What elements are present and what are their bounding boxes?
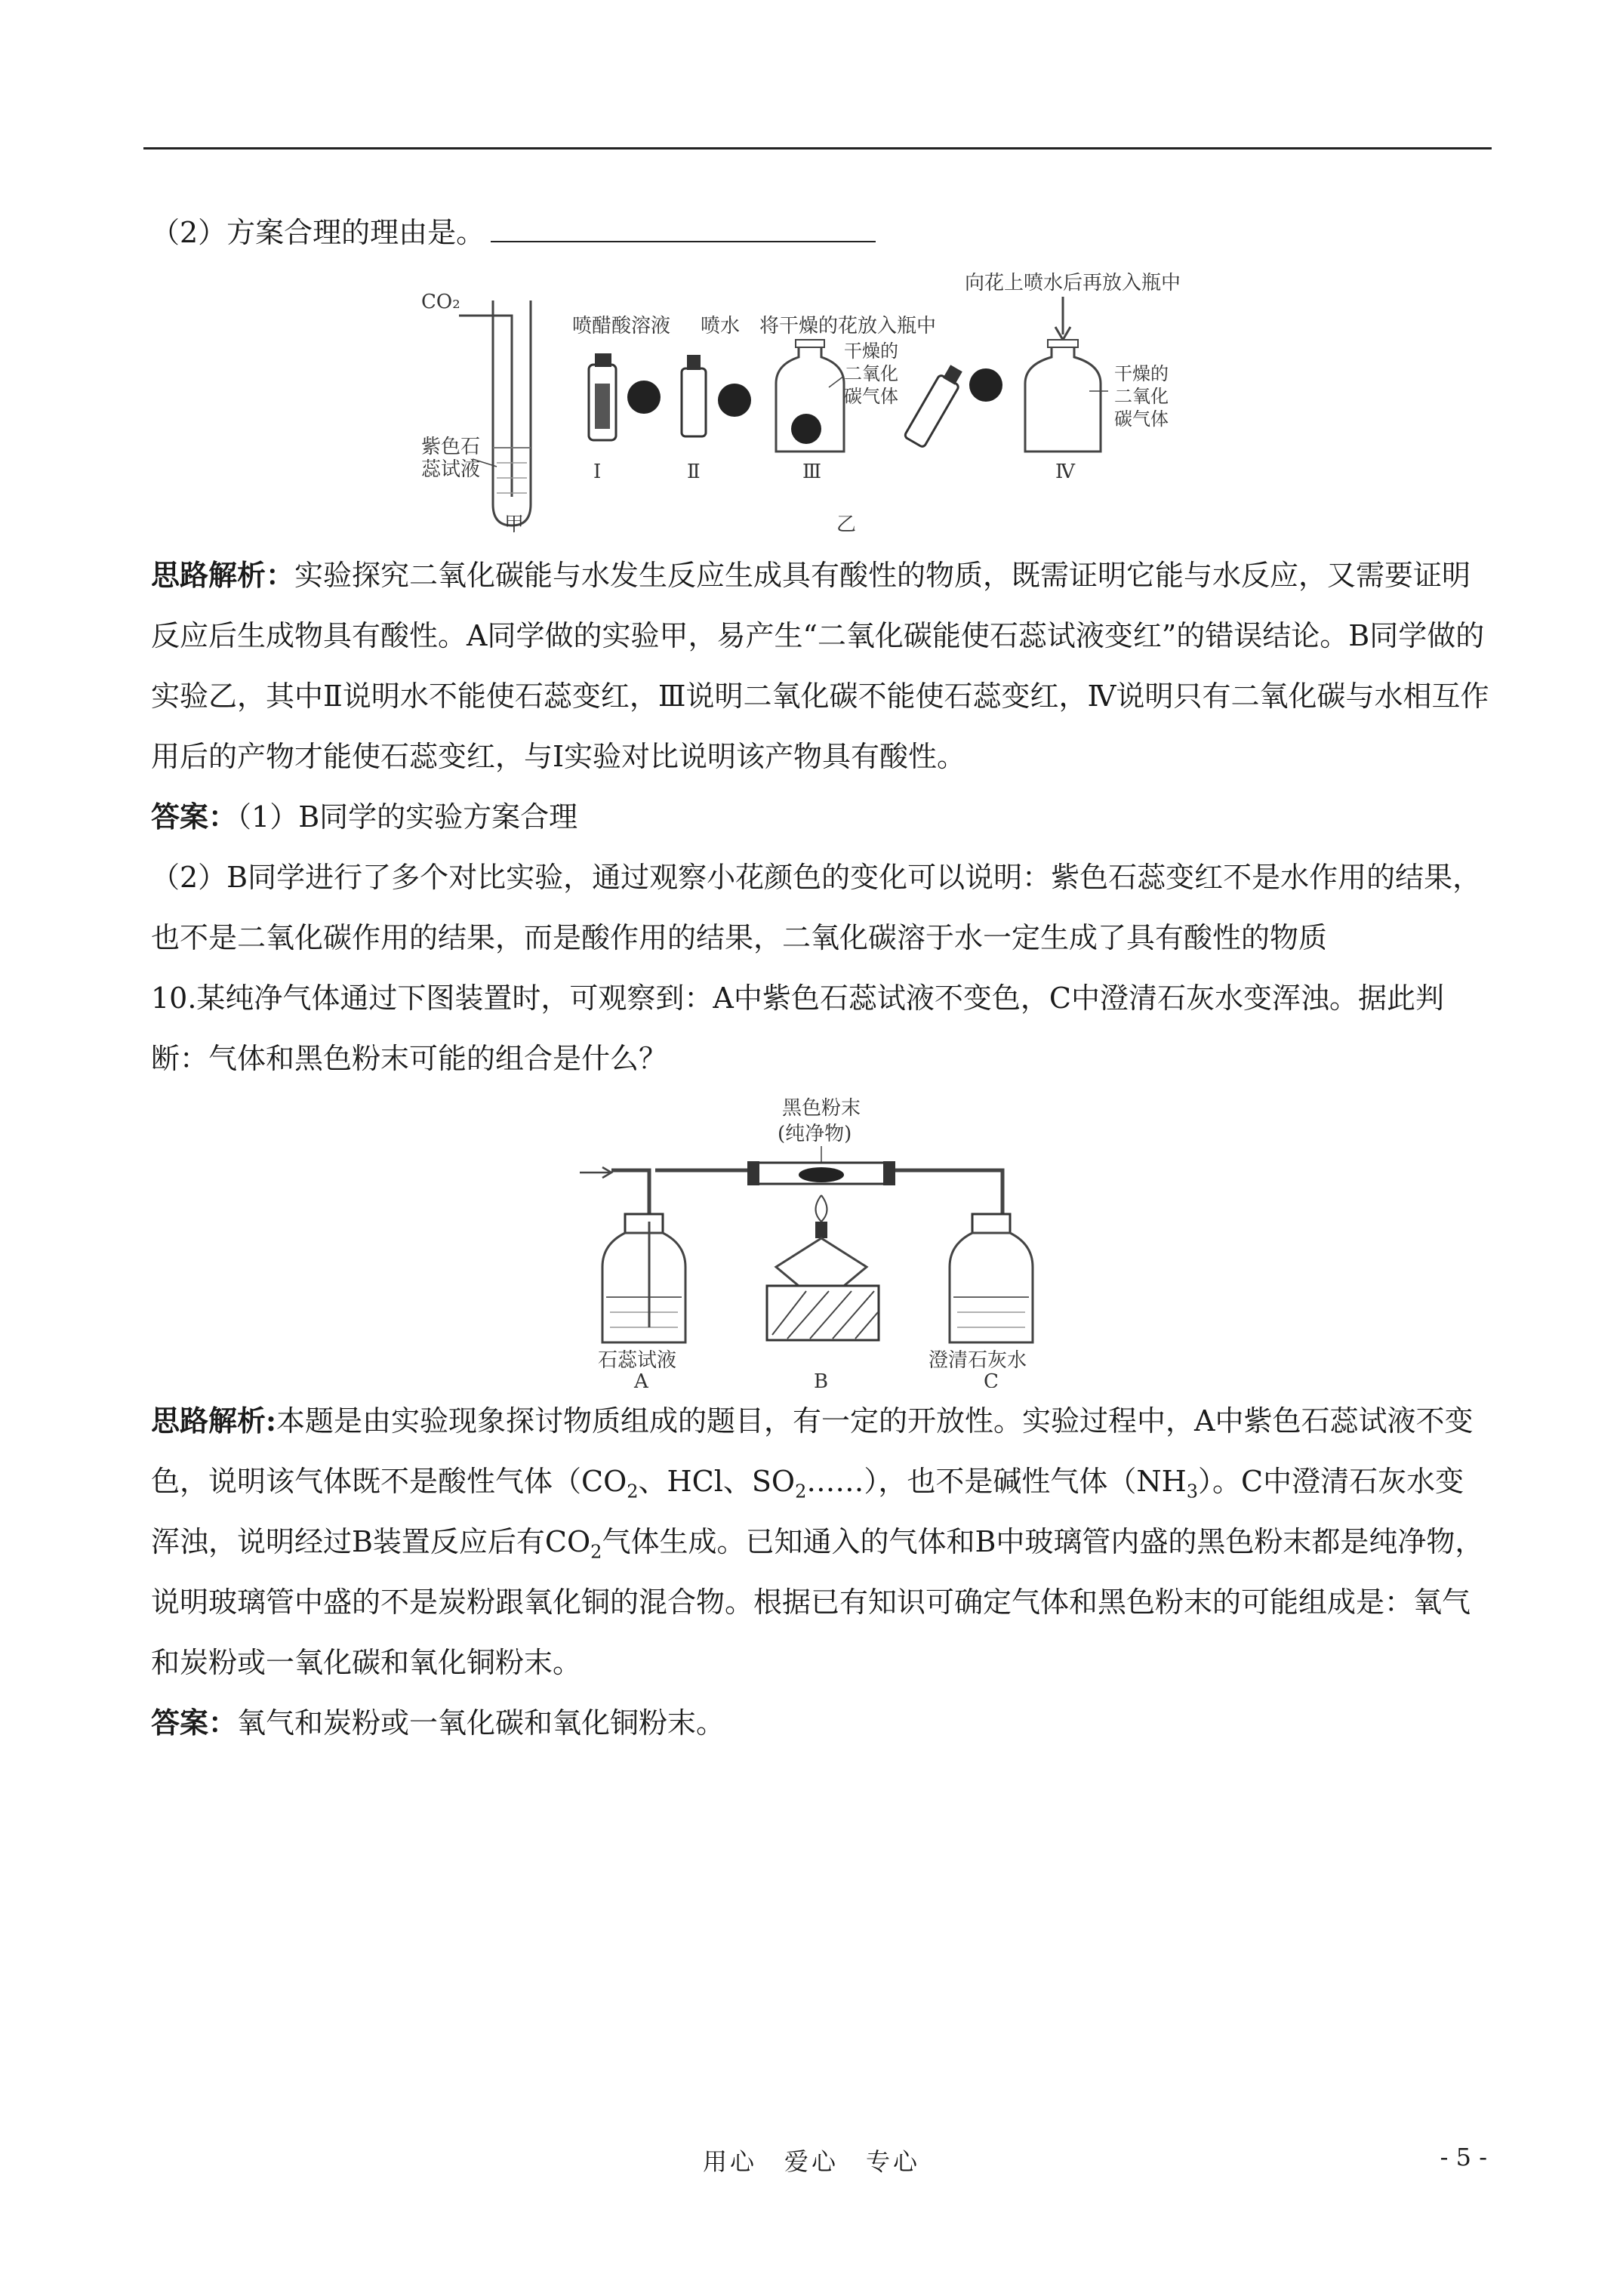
analysis-2-text-3: ……），也不是碱性气体（NH (806, 1465, 1187, 1498)
spray-then-label: 向花上喷水后再放入瓶中 (965, 272, 1181, 294)
black-powder (799, 1167, 844, 1182)
analysis-2-text-1: 本题是由实验现象探讨物质组成的题目，有一定的开放性。实验过程中，A中紫色石蕊试液不变色，说明该气体既不是酸性气体（CO (151, 1404, 1474, 1498)
label-a: A (634, 1370, 648, 1388)
jar-iv (1025, 346, 1101, 451)
powder-label-2: (纯净物) (778, 1123, 852, 1145)
dry-co2-a2: 二氧化 (844, 363, 898, 384)
label-c: C (984, 1370, 999, 1388)
label-n4: Ⅳ (1055, 461, 1075, 483)
page-content (151, 202, 1492, 1753)
bottle-a (602, 1233, 685, 1342)
bottle-c (950, 1233, 1033, 1342)
answer-1-text-1: （1）B同学的实验方案合理 (237, 800, 578, 834)
analysis-1-text: 实验探究二氧化碳能与水发生反应生成具有酸性的物质，既需证明它能与水反应，又需要证明反应后生成物具有酸性。A同学做的实验甲，易产生“二氧化碳能使石蕊试液变红”的错误结论。B同学做的实验乙，其中Ⅱ说明水不能使石蕊变红，Ⅲ说明二氧化碳不能使石蕊变红，Ⅳ说明只有二氧化碳与水相互作用后的产物才能使石蕊变红，与Ⅰ实验对比说明该产物具有酸性。 (151, 559, 1489, 773)
header-rule (143, 147, 1492, 149)
dry-co2-a1: 干燥的 (844, 341, 898, 362)
analysis-1 (151, 545, 1492, 787)
analysis-2-head: 思路解析: (151, 1404, 277, 1438)
footer-motto: 用心 爱心 专心 (702, 2147, 920, 2176)
dry-co2-b2: 二氧化 (1114, 386, 1169, 407)
subscript-2: 2 (795, 1481, 807, 1502)
water-spray-bottle (682, 368, 706, 436)
figure-experiment-1 (421, 270, 1221, 542)
powder-label-1: 黑色粉末 (782, 1097, 861, 1120)
answer-2-text: 氧气和炭粉或一氧化碳和氧化铜粉末。 (237, 1706, 725, 1740)
label-n3: Ⅲ (802, 461, 822, 483)
page-number: - 5 - (1440, 2143, 1487, 2171)
flower-2 (718, 384, 751, 417)
flower-4 (969, 368, 1002, 402)
subscript-1: 2 (627, 1481, 639, 1502)
analysis-2-text-2: 、HCl、SO (638, 1465, 796, 1498)
label-b: B (814, 1370, 829, 1388)
figure-apparatus-2 (580, 1093, 1063, 1388)
answer-2 (151, 1693, 1492, 1753)
dry-co2-b1: 干燥的 (1114, 363, 1169, 384)
tilted-spray-bottle (904, 362, 966, 448)
analysis-2-text-4: ）。C中澄清石灰水变浑浊，说明经过B装置反应后有CO (151, 1465, 1464, 1558)
dry-co2-a3: 碳气体 (844, 386, 898, 407)
flame (816, 1195, 827, 1222)
analysis-2 (151, 1391, 1492, 1693)
label-jia: 甲 (504, 513, 525, 536)
label-n2: Ⅱ (687, 461, 701, 483)
subscript-4: 2 (590, 1541, 602, 1563)
analysis-2-text-5: 气体生成。已知通入的气体和B中玻璃管内盛的黑色粉末都是纯净物，说明玻璃管中盛的不是炭粉跟氧化铜的混合物。根据已有知识可确定气体和黑色粉末的可能组成是：氧气和炭粉或一氧化碳和氧化铜粉末。 (151, 1525, 1484, 1679)
label-n1: Ⅰ (593, 461, 602, 483)
answer-blank (491, 209, 876, 242)
flower-3 (791, 414, 821, 444)
co2-label: CO₂ (421, 291, 460, 313)
figure-experiment-1-drawing (421, 270, 1221, 542)
dry-co2-b3: 碳气体 (1114, 408, 1169, 430)
answer-2-head: 答案： (151, 1706, 238, 1740)
spray-acid-label: 喷醋酸溶液 (572, 315, 671, 337)
answer-1-text-2: （2）B同学进行了多个对比实验，通过观察小花颜色的变化可以说明：紫色石蕊变红不是水作用的结果，也不是二氧化碳作用的结果，而是酸作用的结果，二氧化碳溶于水一定生成了具有酸性的物质 (151, 861, 1482, 954)
analysis-1-head: 思路解析： (151, 558, 295, 592)
limewater-label: 澄清石灰水 (929, 1349, 1027, 1372)
flower-1 (627, 381, 661, 414)
question-10-text: 10.某纯净气体通过下图装置时，可观察到：A中紫色石蕊试液不变色，C中澄清石灰水变浑浊。据此判断：气体和黑色粉末可能的组合是什么？ (151, 982, 1444, 1075)
question-2-text: （2）方案合理的理由是。 (151, 216, 485, 249)
question-2-prompt (151, 202, 1492, 263)
tube-label-1: 紫色石 (421, 436, 481, 458)
answer-1-line2 (151, 847, 1492, 968)
tube-label-2: 蕊试液 (421, 458, 481, 481)
spray-water-label: 喷水 (701, 315, 741, 337)
subscript-3: 3 (1186, 1481, 1199, 1502)
litmus-label: 石蕊试液 (598, 1349, 677, 1372)
alcohol-lamp (776, 1238, 867, 1286)
question-10 (151, 968, 1492, 1089)
answer-1-head: 答案： (151, 800, 238, 834)
label-yi: 乙 (836, 513, 857, 536)
put-dry-label: 将干燥的花放入瓶中 (759, 315, 937, 337)
answer-1-line1 (151, 787, 1492, 847)
figure-apparatus-2-drawing (580, 1093, 1063, 1388)
